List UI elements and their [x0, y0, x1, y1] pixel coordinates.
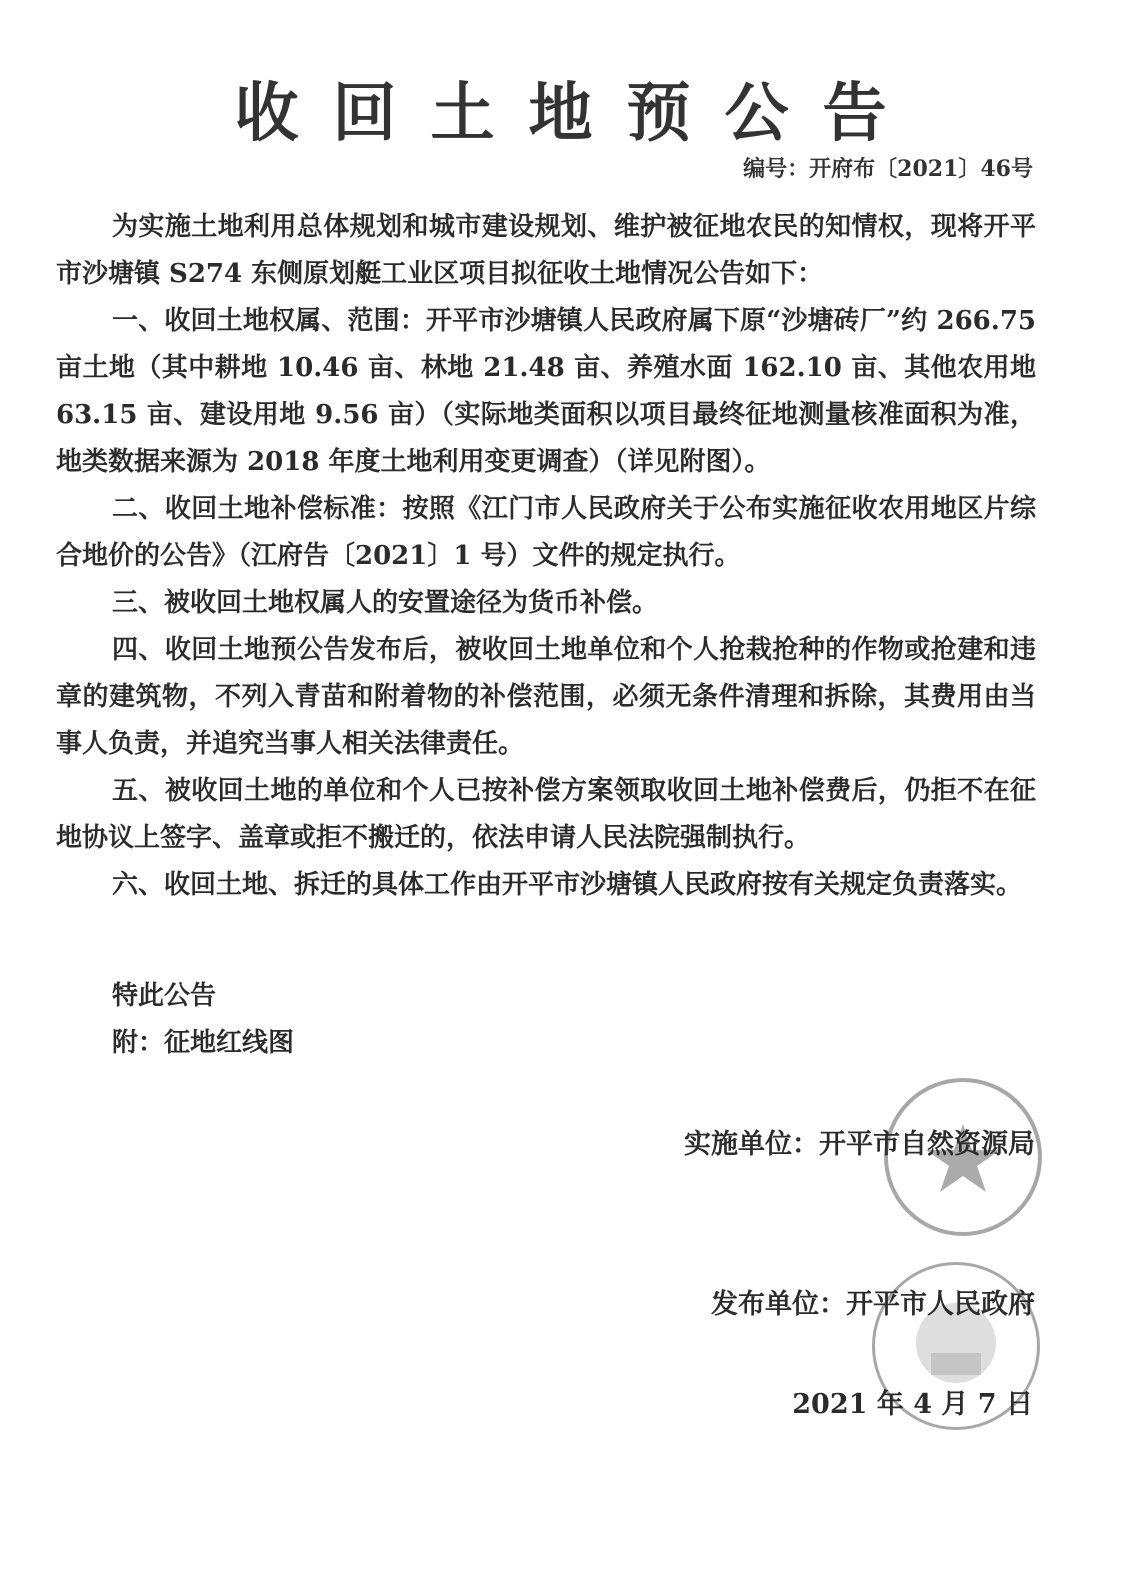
attachment-note: 附：征地红线图: [112, 1028, 295, 1058]
issuing-unit: 发布单位：开平市人民政府: [711, 1289, 1035, 1320]
section-1: 一、收回土地权属、范围：开平市沙塘镇人民政府属下原“沙塘砖厂”约 266.75 亩土地（其中耕地 10.46 亩、林地 21.48 亩、养殖水面 162.10 亩、其他农用地 63.15 亩、建设用地 9.56 亩）（实际地类面积以项目最终征地测量核准面积为准，地类数据来源为 2018 年度土地利用变更调查）（详见附图）。: [56, 306, 1036, 477]
closing-statement: 特此公告: [112, 981, 217, 1011]
section-3: 三、被收回土地权属人的安置途径为货币补偿。: [112, 588, 659, 618]
section-6: 六、收回土地、拆迁的具体工作由开平市沙塘镇人民政府按有关规定负责落实。: [112, 870, 1023, 900]
document-body: [56, 204, 1036, 909]
section-5: 五、被收回土地的单位和个人已按补偿方案领取收回土地补偿费后，仍拒不在征地协议上签字、盖章或拒不搬迁的，依法申请人民法院强制执行。: [56, 776, 1036, 853]
issue-date: 2021 年 4 月 7 日: [792, 1389, 1033, 1420]
intro-paragraph: 为实施土地利用总体规划和城市建设规划、维护被征地农民的知情权，现将开平市沙塘镇 S274 东侧原划艇工业区项目拟征收土地情况公告如下：: [56, 212, 1036, 289]
implementing-unit: 实施单位：开平市自然资源局: [684, 1129, 1035, 1160]
section-4: 四、收回土地预公告发布后，被收回土地单位和个人抢栽抢种的作物或抢建和违章的建筑物，不列入青苗和附着物的补偿范围，必须无条件清理和拆除，其费用由当事人负责，并追究当事人相关法律责任。: [56, 635, 1036, 759]
document-number: 编号：开府布〔2021〕46号: [743, 156, 1033, 182]
document-title: 收回土地预公告: [234, 76, 921, 151]
section-2: 二、收回土地补偿标准：按照《江门市人民政府关于公布实施征收农用地区片综合地价的公告》（江府告〔2021〕1 号）文件的规定执行。: [56, 494, 1036, 571]
